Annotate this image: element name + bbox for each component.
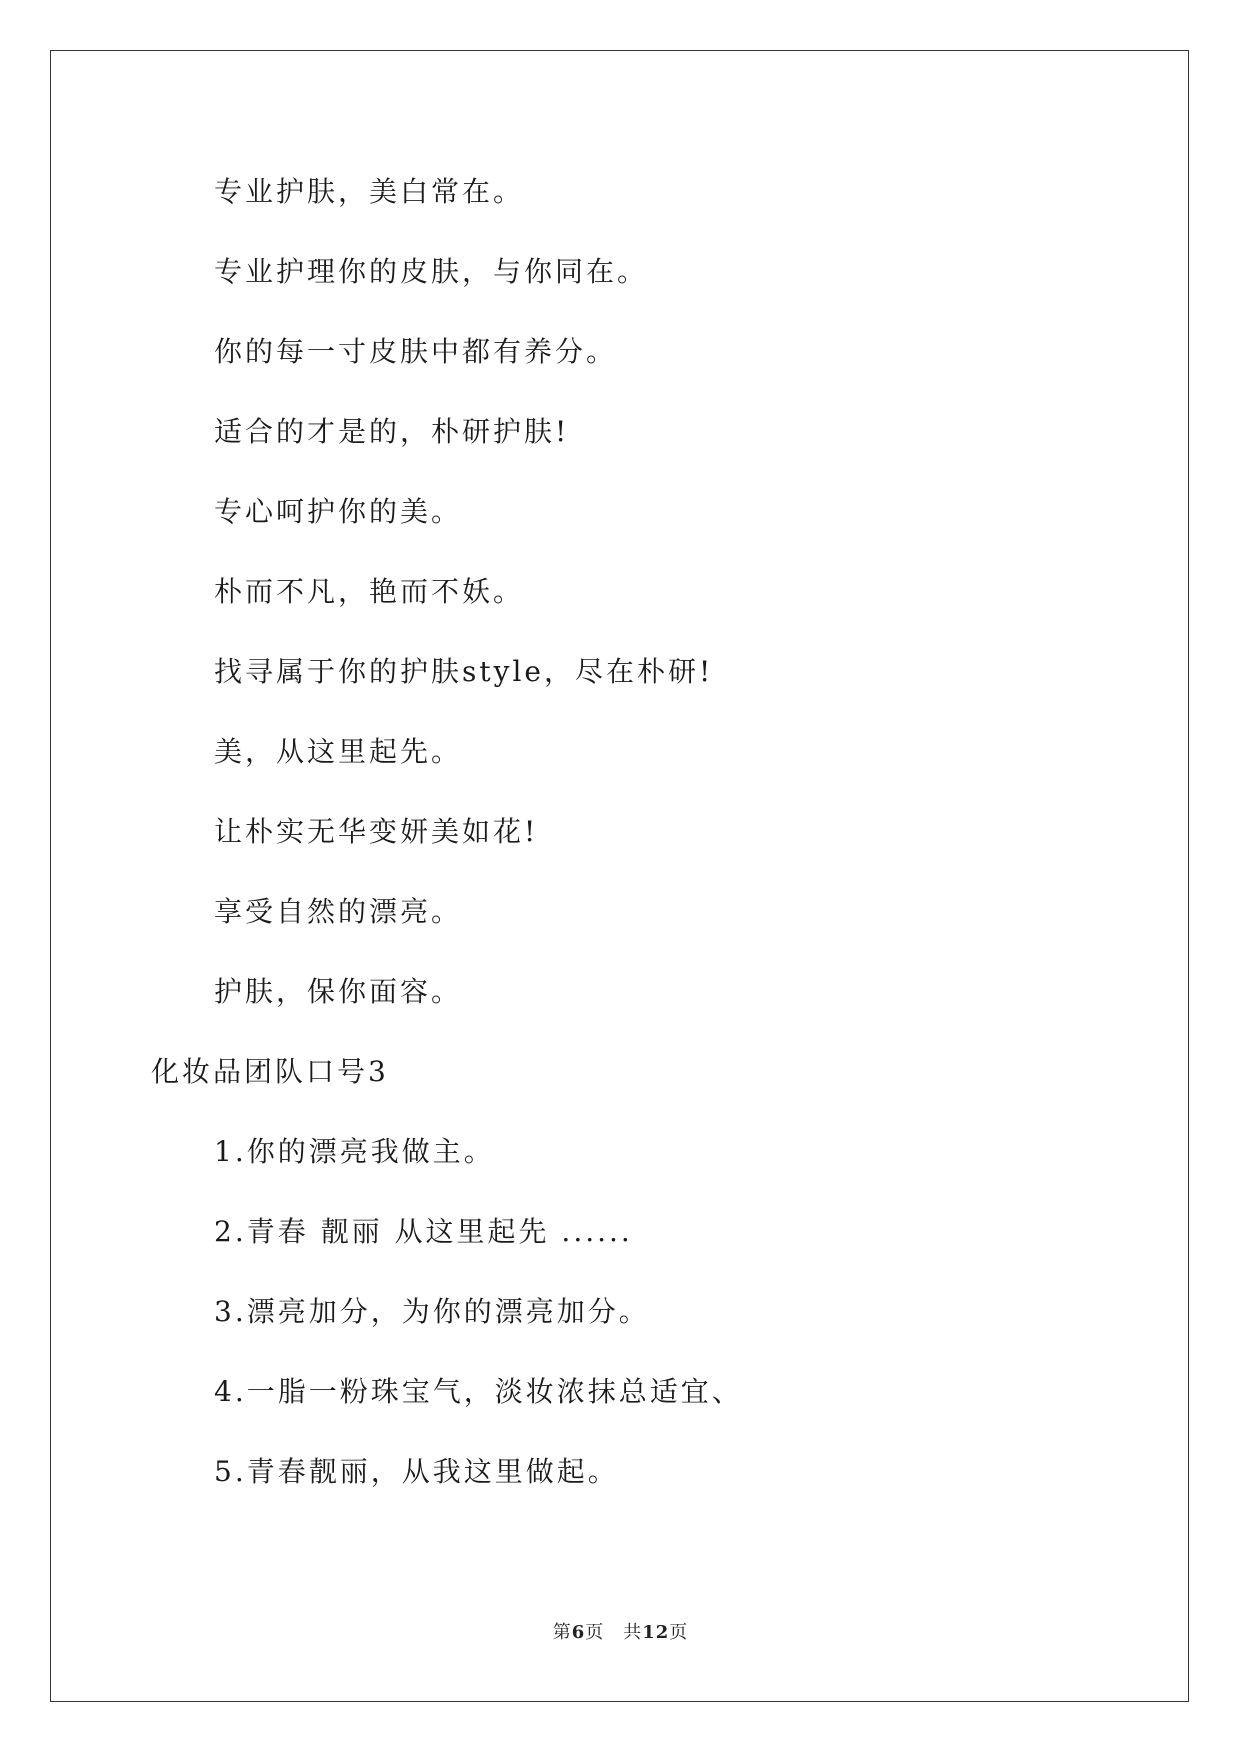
page-footer (0, 1622, 1241, 1644)
paragraph: 护肤，保你面容。 (214, 975, 463, 1008)
slogan-item: 2.青春 靓丽 从这里起先 ...... (214, 1215, 633, 1248)
slogan-item: 5.青春靓丽，从我这里做起。 (214, 1455, 619, 1488)
paragraph: 你的每一寸皮肤中都有养分。 (214, 335, 618, 368)
page-total: 12 (642, 1622, 670, 1643)
slogan-item: 3.漂亮加分，为你的漂亮加分。 (214, 1295, 650, 1328)
slogan-item: 4.一脂一粉珠宝气，淡妆浓抹总适宜、 (214, 1375, 743, 1408)
page-mid: 页 共 (585, 1622, 643, 1643)
paragraph: 找寻属于你的护肤style，尽在朴研! (214, 655, 714, 688)
paragraph: 让朴实无华变妍美如花! (214, 815, 539, 848)
section-heading: 化妆品团队口号3 (151, 1055, 389, 1088)
slogan-item: 1.你的漂亮我做主。 (214, 1135, 495, 1168)
paragraph: 享受自然的漂亮。 (214, 895, 463, 928)
paragraph: 专心呵护你的美。 (214, 495, 463, 528)
paragraph: 专业护理你的皮肤，与你同在。 (214, 255, 649, 288)
paragraph: 适合的才是的，朴研护肤! (214, 415, 570, 448)
page-prefix: 第 (552, 1622, 572, 1643)
paragraph: 专业护肤，美白常在。 (214, 175, 525, 208)
paragraph: 朴而不凡，艳而不妖。 (214, 575, 525, 608)
page-suffix: 页 (669, 1622, 689, 1643)
page-current: 6 (571, 1622, 586, 1643)
paragraph: 美，从这里起先。 (214, 735, 463, 768)
